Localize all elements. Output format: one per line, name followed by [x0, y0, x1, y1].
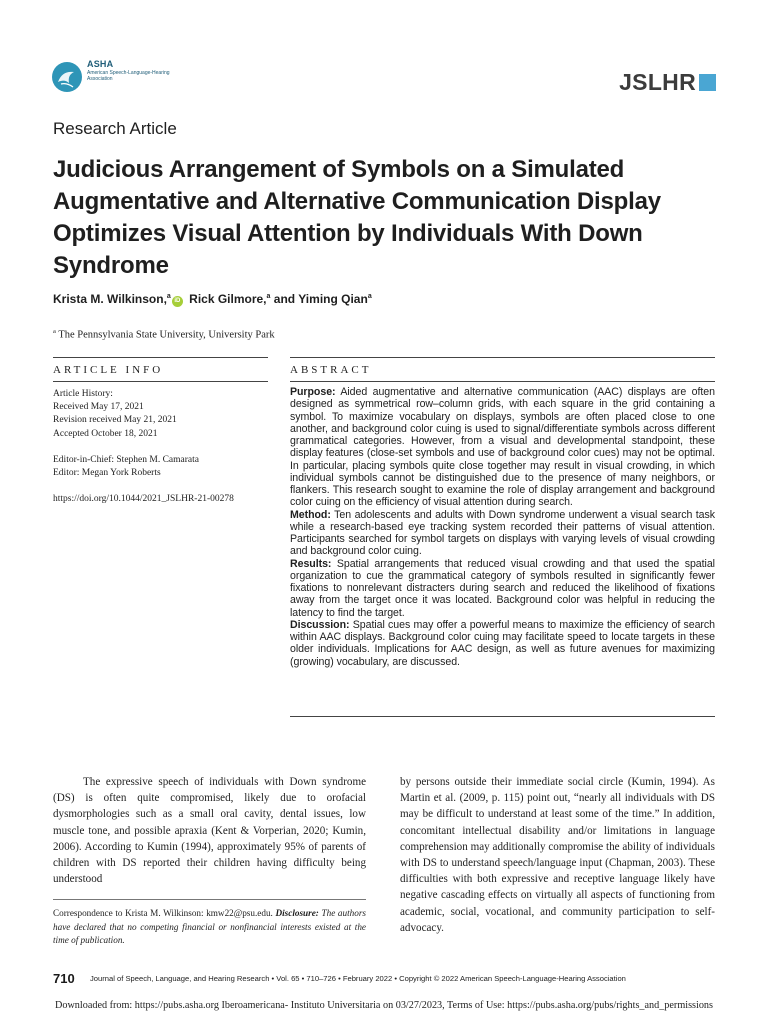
footnote-rule [53, 899, 366, 900]
abstract-purpose [290, 386, 715, 509]
article-type: Research Article [53, 119, 177, 138]
affiliation-text: The Pennsylvania State University, University Park [58, 329, 275, 341]
journal-logo [619, 69, 716, 96]
asha-name: ASHA [87, 59, 114, 69]
discussion-label: Discussion: [290, 618, 350, 631]
purpose-text: Aided augmentative and alternative communication (AAC) displays are often designed as symmetrical row–column grids, with each square in the grid containing a symbol. To maximize vocabulary on displays, symbols are often placed close to one another, and background color cuing is used to signal/differentiate symbols across different grammatical categories. However, from a visual and developmental standpoint, these display features (close-set symbols and use of background color cues) may not be optimal. In particular, placing symbols quite close together may result in visual crowding, in which individual symbols cannot be distinguished due to the presence of many neighbors, or flankers. This research sought to examine the role of display arrangement and background color cuing on the efficiency of visual attention during search. [290, 386, 715, 509]
footnote [53, 907, 366, 948]
body-left-column [53, 774, 366, 887]
abstract-method [290, 509, 715, 558]
abstract-discussion [290, 619, 715, 668]
article-info-top-rule [53, 357, 268, 358]
article-info [53, 388, 268, 506]
author-affiliation-mark: a [166, 293, 171, 300]
method-label: Method: [290, 508, 331, 521]
purpose-label: Purpose: [290, 386, 336, 398]
author-list [53, 292, 372, 307]
body-paragraph: by persons outside their immediate social circle (Kumin, 1994). As Martin et al. (2009, p. 115) point out, “nearly all individuals with DS may be difficult to understand at least some of the time.” In addition, concomitant intellectual disability and/or limitations in language comprehension may additionally compromise the ability of individuals with DS to understand speech/language input (Chapman, 2003). These difficulties with both expressive and receptive language likely have negative cascading effects on virtually all aspects of functioning from academic, social, vocational, and community participation to self-advocacy. [400, 776, 715, 934]
editor-in-chief: Editor-in-Chief: Stephen M. Camarata [53, 454, 199, 465]
journal-logo-text: JSLHR [619, 69, 696, 95]
results-label: Results: [290, 557, 332, 570]
received-date: Received May 17, 2021 [53, 402, 144, 413]
disclosure-label: Disclosure: [275, 908, 319, 918]
abstract-body [290, 386, 715, 668]
author-name: Rick Gilmore, [189, 292, 267, 306]
asha-subtitle: American Speech-Language-Hearing Association [87, 70, 170, 82]
affiliation-mark: a [53, 328, 56, 335]
body-paragraph: The expressive speech of individuals with Down syndrome (DS) is often quite compromised, likely due to orofacial dysmorphologies such as a small oral cavity, dental issues, low muscle tone, and possible apraxia (Kent & Vorperian, 2020; Kumin, 2006). According to Kumin (1994), approximately 95% of parents of children with DS reported their children having difficulty being understood [53, 776, 366, 886]
history-label: Article History: [53, 389, 113, 399]
asha-logo [52, 58, 172, 96]
author-affiliation-mark: a [266, 293, 271, 300]
journal-citation-line: Journal of Speech, Language, and Hearing Research • Vol. 65 • 710–726 • February 2022 • Copyright © 2022 American Speech-Language-Hearing Association [90, 974, 626, 983]
method-text: Ten adolescents and adults with Down syndrome underwent a visual search task while a research-based eye tracking system recorded their patterns of visual attention. Participants searched for symbol targets on displays with varying levels of visual crowding and background color cuing. [290, 508, 716, 558]
author-and: and [273, 292, 296, 306]
page-number: 710 [53, 971, 75, 986]
asha-emblem-icon [52, 62, 82, 92]
correspondence: Correspondence to Krista M. Wilkinson: kmw22@psu.edu. [53, 908, 273, 918]
article-info-bottom-rule [53, 381, 268, 382]
author-name: Yiming Qian [298, 292, 368, 306]
article-title: Judicious Arrangement of Symbols on a Simulated Augmentative and Alternative Communication Display Optimizes Visual Attention by Individuals With Down Syndrome [53, 156, 661, 279]
abstract-bottom-rule [290, 381, 715, 382]
download-notice: Downloaded from: https://pubs.asha.org Iberoamericana- Instituto Universitaria on 03/27/2023, Terms of Use: https://pubs.asha.org/pubs/rights_and_permissions [55, 1000, 713, 1011]
author-affiliation-mark: a [367, 293, 372, 300]
doi-link[interactable]: https://doi.org/10.1044/2021_JSLHR-21-00278 [53, 494, 234, 505]
abstract-top-rule [290, 357, 715, 358]
author-name: Krista M. Wilkinson, [53, 292, 167, 306]
revision-date: Revision received May 21, 2021 [53, 415, 177, 426]
article-info-heading: ARTICLE INFO [53, 364, 164, 376]
body-right-column [400, 774, 715, 936]
abstract-heading: ABSTRACT [290, 364, 372, 376]
editor: Editor: Megan York Roberts [53, 468, 161, 479]
abstract-results [290, 558, 715, 619]
disclosure-text: The authors have declared that no competing financial or nonfinancial interests existed at the time of publication. [53, 908, 367, 945]
accepted-date: Accepted October 18, 2021 [53, 428, 158, 439]
journal-logo-square [699, 74, 716, 91]
results-text: Spatial arrangements that reduced visual crowding and that used the spatial organization to cue the grammatical category of symbols resulted in significantly fewer fixations to nonrelevant distracters during search and reduced the likelihood of fixations away from the target once it was located. Background color was helpful in reducing the latency to find the target. [290, 557, 715, 619]
affiliation [53, 328, 275, 341]
abstract-end-rule [290, 716, 715, 717]
discussion-text: Spatial cues may offer a powerful means to maximize the efficiency of search within AAC displays. Background color cuing may facilitate speed to locate targets in these older individuals. Implications for AAC design, as well as future avenues for maximizing (growing) vocabulary, are discussed. [290, 618, 715, 668]
orcid-icon[interactable]: iD [172, 296, 183, 307]
